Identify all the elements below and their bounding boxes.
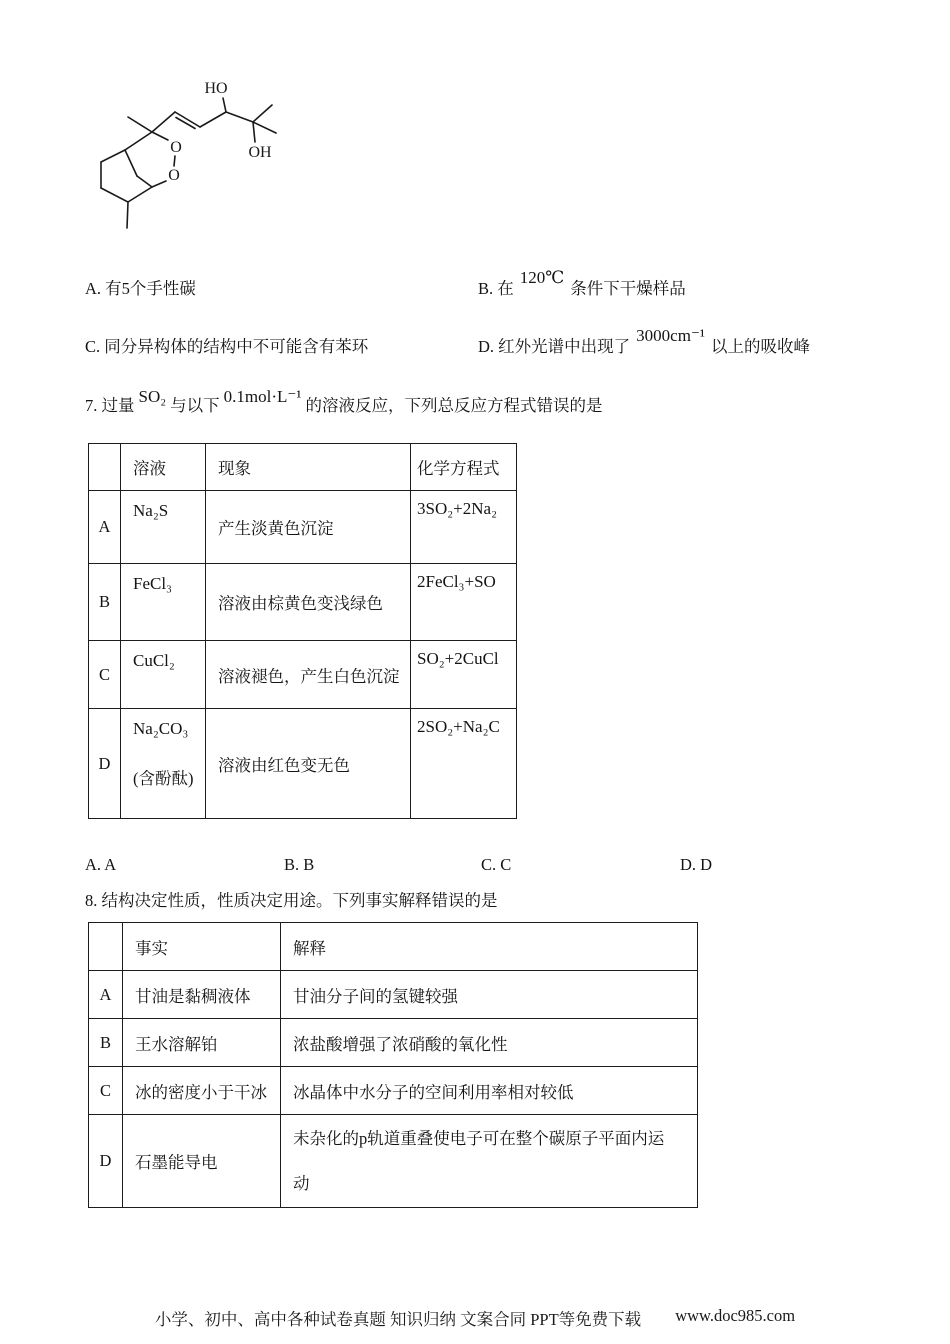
q7-table-grid <box>88 443 517 819</box>
q7-stem-so2-formula: SO₂ <box>138 387 167 406</box>
q6-option-a: A. 有5个手性碳 <box>85 279 196 298</box>
q7-row-a-phenomenon: 产生淡黄色沉淀 <box>206 491 411 564</box>
q6-option-b-prefix: B. 在 <box>478 279 514 298</box>
q8-row-b-fact: 王水溶解铂 <box>123 1019 281 1067</box>
q7-row-a-label: A <box>89 491 121 564</box>
molecule-skeleton-drawing <box>90 65 290 243</box>
q8-header-blank <box>89 923 123 971</box>
q7-row-d-label: D <box>89 709 121 819</box>
table-row <box>89 641 517 709</box>
q6-option-d-prefix: D. 红外光谱中出现了 <box>478 337 631 356</box>
q7-stem <box>85 387 603 418</box>
q7-header-solution: 溶液 <box>121 444 206 491</box>
table-header-row <box>89 444 517 491</box>
q8-row-d-fact: 石墨能导电 <box>123 1115 281 1208</box>
q7-header-blank <box>89 444 121 491</box>
q7-row-b-solution: FeCl₃ <box>121 564 206 641</box>
hydroxyl-oh-label: OH <box>248 144 272 161</box>
q7-header-phenomenon: 现象 <box>206 444 411 491</box>
q6-option-c: C. 同分异构体的结构中不可能含有苯环 <box>85 337 369 356</box>
q6-option-d-formula: 3000cm⁻¹ <box>636 326 706 345</box>
q7-row-b-label: B <box>89 564 121 641</box>
q8-row-b-explanation: 浓盐酸增强了浓硝酸的氧化性 <box>281 1019 698 1067</box>
q7-row-d-solution <box>121 709 206 819</box>
q7-row-d-solution-note: (含酚酞) <box>133 769 194 788</box>
q7-stem-mid: 与以下 <box>170 396 220 415</box>
q8-row-c-label: C <box>89 1067 123 1115</box>
q7-table <box>88 443 517 819</box>
q7-header-equation: 化学方程式 <box>411 444 517 491</box>
q7-row-c-label: C <box>89 641 121 709</box>
q8-stem: 8. 结构决定性质，性质决定用途。下列事实解释错误的是 <box>85 891 498 910</box>
q6-option-d <box>478 326 811 359</box>
table-row <box>89 971 698 1019</box>
q7-answer-row <box>0 855 950 877</box>
table-row <box>89 1019 698 1067</box>
q8-row-a-label: A <box>89 971 123 1019</box>
q8-table-grid <box>88 922 698 1208</box>
q7-row-b-phenomenon: 溶液由棕黄色变浅绿色 <box>206 564 411 641</box>
table-row <box>89 491 517 564</box>
q8-row-c-fact: 冰的密度小于干冰 <box>123 1067 281 1115</box>
q6-option-b-formula: 120℃ <box>519 268 565 287</box>
table-row <box>89 1115 698 1208</box>
q8-row-a-explanation: 甘油分子间的氢键较强 <box>281 971 698 1019</box>
q7-row-d-phenomenon: 溶液由红色变无色 <box>206 709 411 819</box>
q6-option-d-suffix: 以上的吸收峰 <box>711 337 811 356</box>
peroxide-o-top-label: O <box>170 139 182 156</box>
q7-row-b-equation: 2FeCl₃+SO <box>411 564 517 641</box>
q8-table <box>88 922 698 1208</box>
q7-stem-concentration-formula: 0.1mol·L⁻¹ <box>223 387 302 406</box>
q7-row-d-solution-formula: Na₂CO₃ <box>133 719 189 738</box>
q7-row-d-equation: 2SO₂+Na₂C <box>411 709 517 819</box>
q7-answer-b: B. B <box>284 855 315 874</box>
q8-header-fact: 事实 <box>123 923 281 971</box>
hydroxyl-ho-label: HO <box>204 80 228 97</box>
q8-row-d-explanation: 未杂化的p轨道重叠使电子可在整个碳原子平面内运动 <box>281 1115 698 1208</box>
q7-answer-d: D. D <box>680 855 713 874</box>
q7-row-a-equation: 3SO₂+2Na₂ <box>411 491 517 564</box>
table-header-row <box>89 923 698 971</box>
peroxide-o-bottom-label: O <box>168 167 180 184</box>
q8-row-a-fact: 甘油是黏稠液体 <box>123 971 281 1019</box>
q7-row-c-solution: CuCl₂ <box>121 641 206 709</box>
q7-stem-start: 7. 过量 <box>85 396 135 415</box>
q7-row-c-equation: SO₂+2CuCl <box>411 641 517 709</box>
q7-row-a-solution: Na₂S <box>121 491 206 564</box>
q7-stem-end: 的溶液反应，下列总反应方程式错误的是 <box>305 396 603 415</box>
molecule-structure <box>90 65 290 243</box>
page-footer <box>0 1306 950 1330</box>
footer-text: 小学、初中、高中各种试卷真题 知识归纳 文案合同 PPT等免费下载 <box>154 1310 642 1329</box>
table-row <box>89 709 517 819</box>
table-row <box>89 1067 698 1115</box>
q6-option-b <box>478 268 686 301</box>
q8-header-explanation: 解释 <box>281 923 698 971</box>
q8-row-c-explanation: 冰晶体中水分子的空间利用率相对较低 <box>281 1067 698 1115</box>
q8-row-d-label: D <box>89 1115 123 1208</box>
q6-option-b-suffix: 条件下干燥样品 <box>570 279 686 298</box>
q7-answer-c: C. C <box>481 855 512 874</box>
q7-answer-a: A. A <box>85 855 117 874</box>
table-row <box>89 564 517 641</box>
q7-row-c-phenomenon: 溶液褪色，产生白色沉淀 <box>206 641 411 709</box>
footer-url: www.doc985.com <box>675 1306 796 1325</box>
q8-row-b-label: B <box>89 1019 123 1067</box>
